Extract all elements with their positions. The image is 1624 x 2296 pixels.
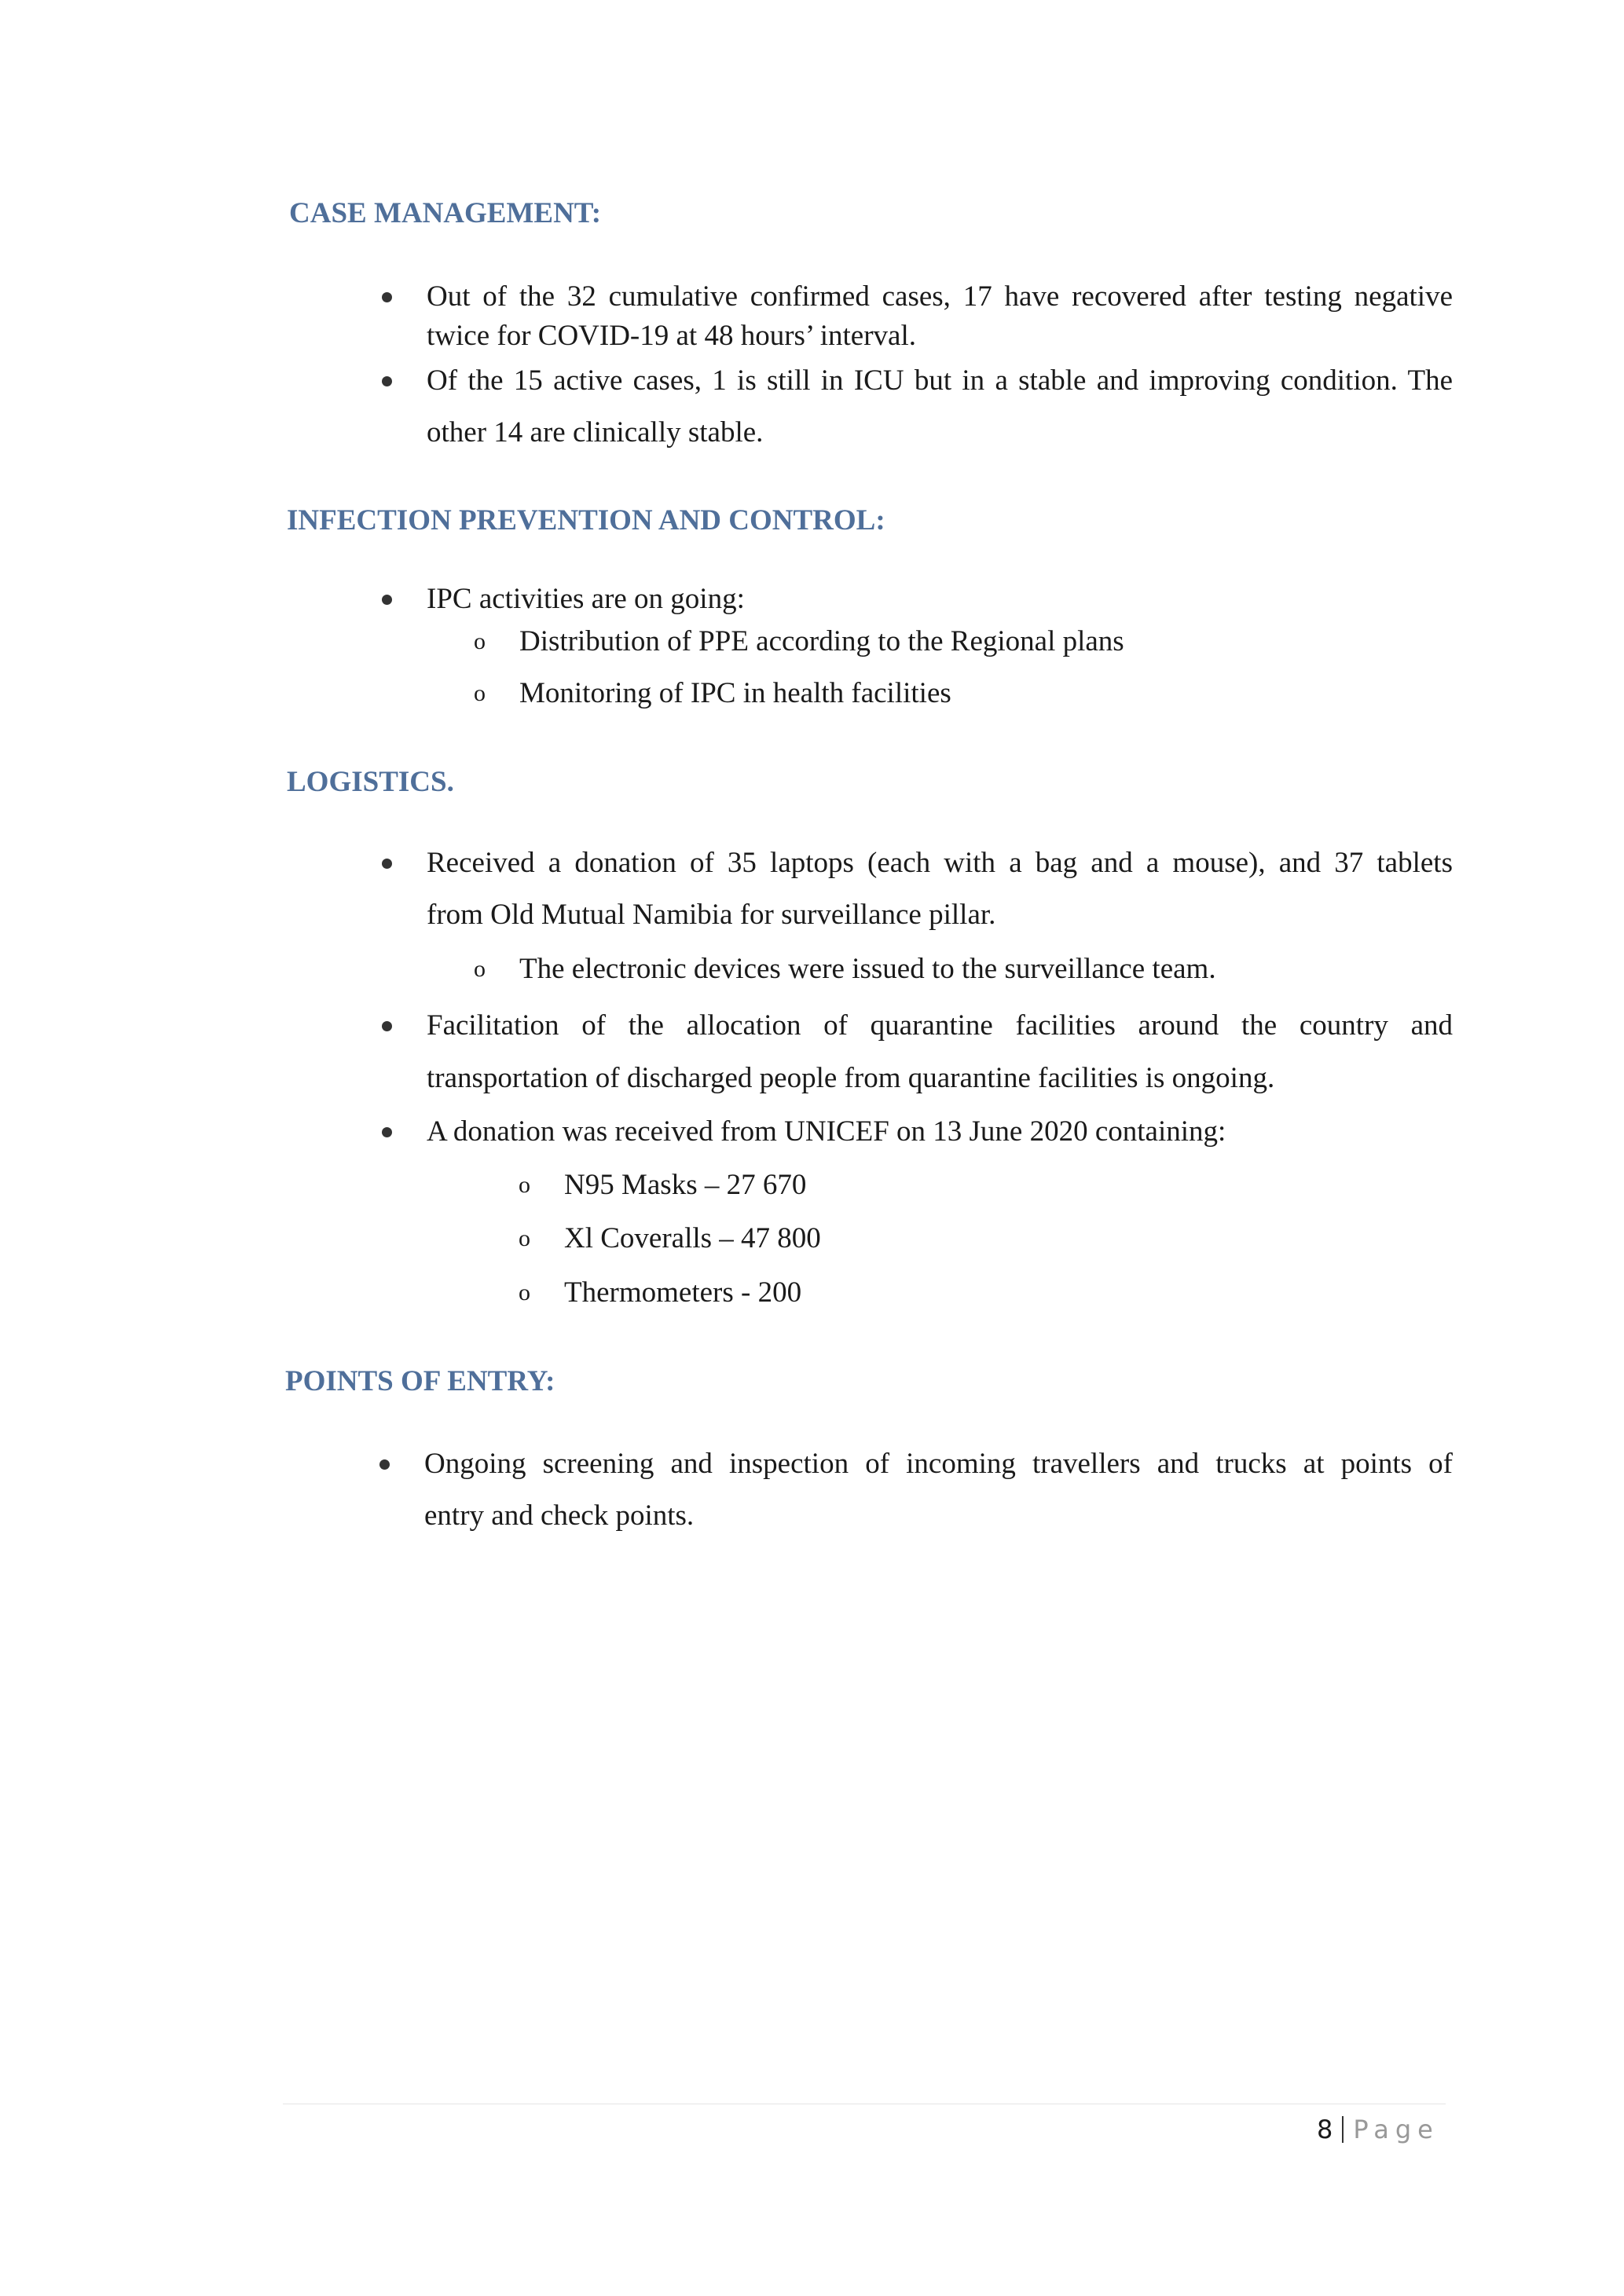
- text-line: A donation was received from UNICEF on 13 June 2020 containing:: [427, 1115, 1226, 1148]
- bullet-icon: [382, 859, 392, 869]
- sub-bullet-icon: o: [519, 1225, 530, 1251]
- text-line: Of the 15 active cases, 1 is still in ICU but in a stable and improving condition. The: [427, 364, 1453, 397]
- text-line: The electronic devices were issued to the surveillance team.: [519, 953, 1216, 985]
- bullet-icon: [382, 595, 392, 605]
- heading-case-management: CASE MANAGEMENT:: [289, 197, 602, 229]
- text-line: from Old Mutual Namibia for surveillance pillar.: [427, 899, 996, 931]
- heading-points-of-entry: POINTS OF ENTRY:: [285, 1365, 555, 1397]
- text-line: other 14 are clinically stable.: [427, 416, 764, 449]
- text-line: Received a donation of 35 laptops (each with a bag and a mouse), and 37 tablets: [427, 847, 1453, 879]
- text-line: Monitoring of IPC in health facilities: [519, 677, 951, 709]
- heading-logistics: LOGISTICS.: [287, 766, 454, 798]
- bullet-icon: [382, 292, 392, 302]
- bullet-icon: [379, 1459, 390, 1470]
- sub-bullet-icon: o: [519, 1280, 530, 1305]
- text-line: Out of the 32 cumulative confirmed cases, 17 have recovered after testing negative: [427, 280, 1453, 313]
- sub-bullet-icon: o: [474, 628, 486, 654]
- text-line: Facilitation of the allocation of quarantine facilities around the country and: [427, 1009, 1453, 1042]
- sub-bullet-icon: o: [474, 956, 486, 982]
- page-number: 8: [1317, 2115, 1333, 2144]
- text-line: Ongoing screening and inspection of incoming travellers and trucks at points of: [424, 1448, 1453, 1480]
- sub-bullet-icon: o: [519, 1172, 530, 1198]
- text-line: N95 Masks – 27 670: [564, 1169, 807, 1201]
- page-footer: [1317, 2112, 1439, 2147]
- bullet-icon: [382, 1127, 392, 1137]
- sub-bullet-icon: o: [474, 680, 486, 706]
- heading-infection-prevention: INFECTION PREVENTION AND CONTROL:: [287, 504, 885, 536]
- text-line: Distribution of PPE according to the Regional plans: [519, 625, 1124, 657]
- text-line: IPC activities are on going:: [427, 583, 745, 615]
- text-line: transportation of discharged people from quarantine facilities is ongoing.: [427, 1062, 1275, 1094]
- bullet-icon: [382, 1021, 392, 1031]
- text-line: entry and check points.: [424, 1500, 695, 1532]
- text-line: twice for COVID-19 at 48 hours’ interval.: [427, 320, 917, 352]
- separator: [1342, 2116, 1344, 2143]
- page-label: Page: [1353, 2115, 1439, 2144]
- text-line: Thermometers - 200: [564, 1276, 802, 1309]
- text-line: Xl Coveralls – 47 800: [564, 1222, 821, 1254]
- bullet-icon: [382, 376, 392, 386]
